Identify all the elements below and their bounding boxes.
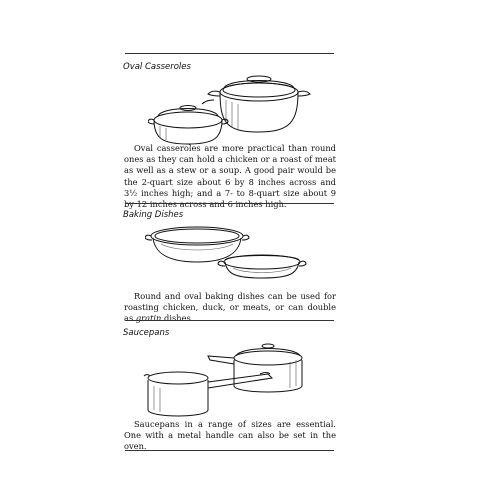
divider-rule-1 [125, 203, 334, 204]
oval-casseroles-illustration [148, 70, 318, 148]
saucepans-illustration [140, 338, 320, 420]
paragraph-baking-dishes-gratin: gratin [135, 313, 162, 324]
top-rule [125, 53, 334, 54]
paragraph-oval-casseroles: Oval casseroles are more practical than round ones as they can hold a chicken or a roast of meat as well as a stew or a soup. A good pair would be the 2-quart size about 6 by 8 inches across and 3½ inches high; and a 7- to 8-quart size about 9 by 12 inches across and 6 inches high. [124, 143, 336, 210]
bottom-rule [125, 450, 334, 451]
paragraph-baking-dishes-text-1: Round and oval baking dishes can be used for roasting chicken, duck, or meats, or can double as [124, 291, 336, 324]
divider-rule-2 [125, 320, 334, 321]
paragraph-saucepans: Saucepans in a range of sizes are essential. One with a metal handle can also be set in the oven. [124, 419, 336, 452]
section-heading-oval-casseroles: Oval Casseroles [123, 62, 191, 72]
section-heading-saucepans: Saucepans [123, 328, 170, 338]
section-heading-baking-dishes: Baking Dishes [123, 210, 184, 220]
paragraph-baking-dishes-text-2: dishes. [161, 313, 194, 324]
baking-dishes-illustration [145, 222, 315, 284]
